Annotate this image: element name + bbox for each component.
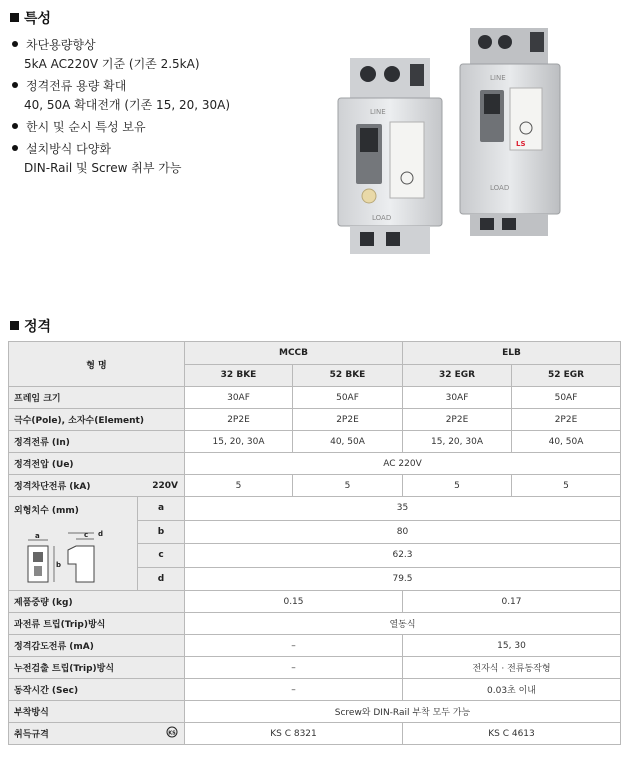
table-row [9,497,621,521]
dim-label-d: d [98,530,104,538]
load-label: LOAD [490,184,510,192]
model-name: 32 EGR [403,364,512,387]
ratings-table [8,341,621,745]
table-cell: 2P2E [293,409,403,431]
brand-logo: LS [516,140,526,148]
table-cell: 전자식 · 전류동작형 [403,657,621,679]
table-cell: AC 220V [185,453,621,475]
feature-sub: 40, 50A 확대전개 (기존 15, 20, 30A) [24,98,231,112]
table-cell: 40, 50A [512,431,621,453]
table-row [9,701,621,723]
table-cell: 5 [512,475,621,497]
dim-label-a: a [35,532,40,540]
elb-device [460,28,560,236]
ks-mark-cell [138,723,185,745]
dim-key: c [138,544,185,568]
table-row [9,613,621,635]
feature-sub: DIN-Rail 및 Screw 취부 가능 [24,161,182,175]
row-label: 취득규격 [9,723,138,745]
dim-label-b: b [56,561,62,569]
row-label: 정격차단전류 (kA) [9,475,138,497]
table-row [9,409,621,431]
table-cell: KS C 8321 [185,723,403,745]
model-header: 형 명 [9,342,185,387]
table-cell: 50AF [512,387,621,409]
table-cell: 0.03초 이내 [403,679,621,701]
table-cell: 35 [185,497,621,521]
table-row [9,657,621,679]
dim-key: b [138,520,185,544]
table-cell: 30AF [185,387,293,409]
feature-item [12,140,322,178]
table-cell: 2P2E [512,409,621,431]
row-sublabel: 220V [138,475,185,497]
table-cell: 30AF [403,387,512,409]
table-cell: 15, 30 [403,635,621,657]
mccb-device [338,58,442,254]
ratings-title [10,316,51,336]
table-cell: 열동식 [185,613,621,635]
table-cell: 40, 50A [293,431,403,453]
table-cell: Screw와 DIN-Rail 부착 모두 가능 [185,701,621,723]
table-cell: 15, 20, 30A [185,431,293,453]
features-list [12,36,322,181]
table-row [9,591,621,613]
feature-main: 차단용량향상 [26,38,96,52]
feature-main: 설치방식 다양화 [26,142,111,156]
feature-item [12,118,322,137]
table-cell: 62.3 [185,544,621,568]
table-row [9,679,621,701]
features-title-text: 특성 [24,11,52,27]
table-cell: 15, 20, 30A [403,431,512,453]
load-label: LOAD [372,214,392,222]
dim-label-c: c [84,531,89,539]
table-cell: 2P2E [403,409,512,431]
table-cell: – [185,679,403,701]
dot-bullet-icon [12,145,18,151]
features-title [10,8,51,28]
row-label: 프레임 크기 [9,387,185,409]
dimension-drawing [14,530,114,590]
square-bullet-icon [10,321,19,330]
table-row [9,475,621,497]
ratings-title-text: 정격 [24,319,52,335]
table-cell: 5 [293,475,403,497]
table-cell: 5 [185,475,293,497]
elb-header: ELB [403,342,621,365]
table-cell: – [185,635,403,657]
ks-mark-text: KS [168,730,176,737]
table-header-row [9,342,621,365]
feature-item [12,77,322,115]
table-cell: 50AF [293,387,403,409]
table-cell: 0.17 [403,591,621,613]
table-cell: 2P2E [185,409,293,431]
table-cell: 79.5 [185,567,621,591]
dot-bullet-icon [12,41,18,47]
feature-sub: 5kA AC220V 기준 (기존 2.5kA) [24,57,200,71]
row-label: 동작시간 (Sec) [9,679,185,701]
line-label: LINE [490,74,506,82]
row-label: 외형치수 (mm) [14,506,79,516]
feature-main: 한시 및 순시 특성 보유 [26,120,146,134]
row-label: 정격전류 (In) [9,431,185,453]
product-photo [330,28,620,258]
dot-bullet-icon [12,82,18,88]
feature-main: 정격전류 용량 확대 [26,79,127,93]
ks-mark-icon [166,726,178,738]
row-label: 정격감도전류 (mA) [9,635,185,657]
row-label: 극수(Pole), 소자수(Element) [9,409,185,431]
model-name: 52 EGR [512,364,621,387]
dim-key: d [138,567,185,591]
dot-bullet-icon [12,123,18,129]
dim-key: a [138,497,185,521]
line-label: LINE [370,108,386,116]
table-cell: 80 [185,520,621,544]
table-row [9,453,621,475]
row-label: 과전류 트립(Trip)방식 [9,613,185,635]
table-cell: KS C 4613 [403,723,621,745]
model-name: 52 BKE [293,364,403,387]
dims-label-cell [9,497,138,591]
row-label: 누전검출 트립(Trip)방식 [9,657,185,679]
table-row [9,723,621,745]
mccb-header: MCCB [185,342,403,365]
row-label: 부착방식 [9,701,185,723]
table-cell: 0.15 [185,591,403,613]
table-cell: 5 [403,475,512,497]
table-cell: – [185,657,403,679]
row-label: 제품중량 (kg) [9,591,185,613]
feature-item [12,36,322,74]
row-label: 정격전압 (Ue) [9,453,185,475]
table-row [9,635,621,657]
table-row [9,387,621,409]
table-row [9,431,621,453]
model-name: 32 BKE [185,364,293,387]
square-bullet-icon [10,13,19,22]
